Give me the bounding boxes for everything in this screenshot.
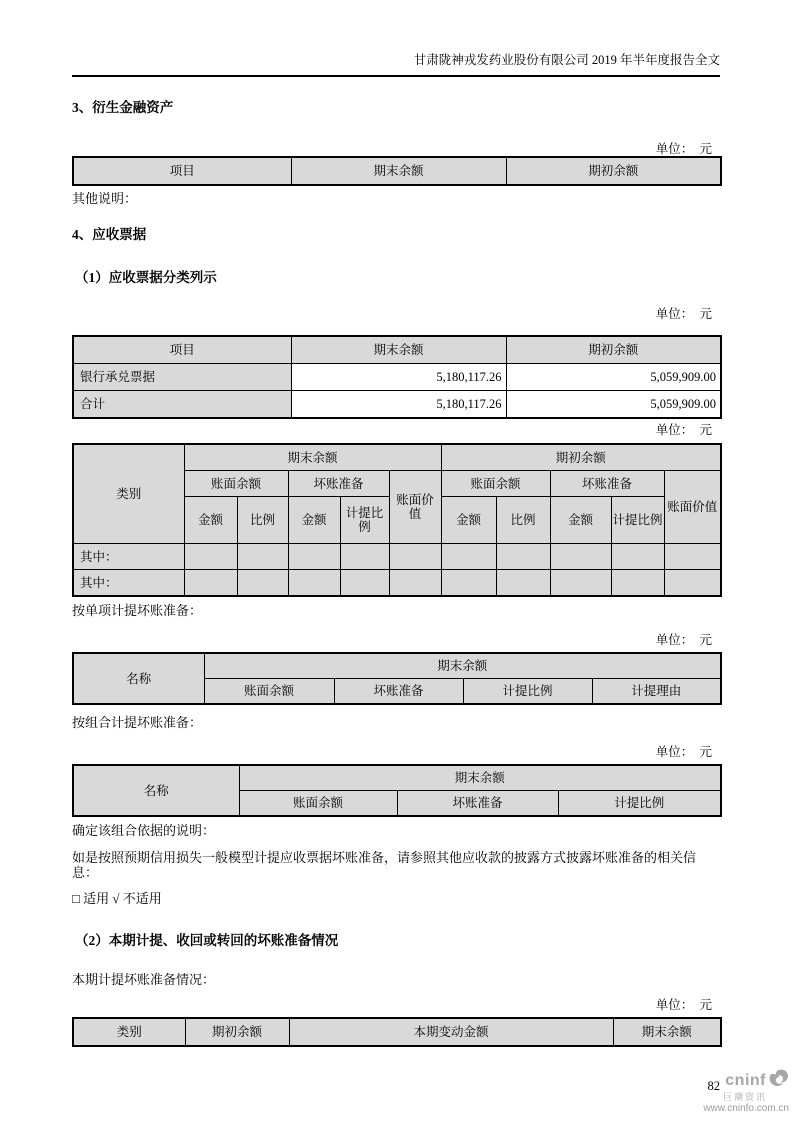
bad-debt-matrix-table [72,443,722,597]
header-cell-item: 项目 [73,336,291,364]
by-item-label: 按单项计提坏账准备： [72,603,203,618]
header-cell-end: 期末余额 [613,1018,721,1046]
table-header-row [73,336,721,364]
table-header-row [73,1018,721,1046]
header-cell-begin: 期初余额 [506,336,721,364]
cninfo-logo-cn-text: 巨潮资讯 [722,1092,767,1102]
by-group-label: 按组合计提坏账准备： [72,715,203,730]
empty-cell [664,570,721,597]
unit-label: 单位： 元 [655,998,712,1012]
empty-cell [237,570,288,597]
header-cell-name: 名称 [73,765,239,816]
header-cell-book-balance: 账面余额 [441,471,550,497]
value-cell: 5,059,909.00 [506,391,721,419]
section-3-title: 3、衍生金融资产 [72,100,174,115]
ecl-note-text: 如是按照预期信用损失一般模型计提应收票据坏账准备，请参照其他应收款的披露方式披露坏账准备的相关信息： [72,850,697,880]
table-header-row [73,157,721,185]
provision-label: 本期计提坏账准备情况： [72,972,216,987]
unit-label: 单位： 元 [655,745,712,759]
row-label-cell: 其中： [73,544,184,570]
value-cell: 5,180,117.26 [291,391,506,419]
empty-cell [340,570,389,597]
cninfo-swirl-icon [768,1069,789,1093]
header-cell-change: 本期变动金额 [289,1018,613,1046]
empty-cell [441,544,496,570]
header-cell-book-balance: 账面余额 [184,471,288,497]
matrix-data-row [73,570,721,597]
cninfo-logo-text: cninf [725,1072,766,1089]
table-header-row [73,653,721,679]
header-cell-amount: 金额 [550,497,611,544]
header-cell-book-balance: 账面余额 [239,791,397,817]
header-cell-bad-debt: 坏账准备 [334,679,463,705]
section-4-2-title: （2）本期计提、收回或转回的坏账准备情况 [75,933,339,948]
section-4-title: 4、应收票据 [72,227,147,242]
empty-cell [237,544,288,570]
header-cell-period-end: 期末余额 [204,653,721,679]
header-cell-provision-ratio: 计提比例 [611,497,664,544]
row-label-cell: 其中： [73,570,184,597]
empty-cell [550,570,611,597]
empty-cell [496,544,550,570]
derivative-assets-table [72,156,722,186]
empty-cell [611,544,664,570]
header-cell-ratio: 比例 [496,497,550,544]
empty-cell [288,544,340,570]
header-cell-ratio: 计提比例 [463,679,592,705]
header-cell-end: 期末余额 [291,157,506,185]
cninfo-logo-row [703,1069,789,1093]
header-cell-category: 类别 [73,1018,185,1046]
header-cell-amount: 金额 [441,497,496,544]
provision-change-table [72,1017,722,1047]
header-cell-ratio: 比例 [237,497,288,544]
unit-label: 单位： 元 [655,142,712,156]
empty-cell [389,544,441,570]
table-header-row [73,765,721,791]
by-group-provision-table [72,764,722,817]
unit-label: 单位： 元 [655,423,712,437]
header-cell-item: 项目 [73,157,291,185]
unit-label: 单位： 元 [655,633,712,647]
empty-cell [184,544,237,570]
header-cell-begin: 期初余额 [506,157,721,185]
group-basis-label: 确定该组合依据的说明： [72,823,216,838]
header-cell-amount: 金额 [184,497,237,544]
empty-cell [550,544,611,570]
notes-receivable-table [72,335,722,419]
report-header-title: 甘肃陇神戎发药业股份有限公司 2019 年半年度报告全文 [72,0,720,77]
header-cell-end: 期末余额 [291,336,506,364]
empty-cell [389,570,441,597]
header-cell-period-end: 期末余额 [184,444,441,471]
header-cell-book-value: 账面价值 [664,471,721,544]
unit-label: 单位： 元 [655,307,712,321]
header-cell-period-begin: 期初余额 [441,444,721,471]
by-item-provision-table [72,652,722,705]
empty-cell [288,570,340,597]
header-cell-book-balance: 账面余额 [204,679,334,705]
header-cell-provision-ratio: 计提比例 [340,497,389,544]
cninfo-logo-url-text: www.cninfo.com.cn [703,1103,789,1114]
header-cell-begin: 期初余额 [185,1018,289,1046]
header-cell-book-value: 账面价值 [389,471,441,544]
other-note-label: 其他说明： [72,191,138,206]
value-cell: 5,180,117.26 [291,364,506,391]
header-cell-name: 名称 [73,653,204,704]
value-cell: 5,059,909.00 [506,364,721,391]
applicable-checkbox-line: □ 适用 √ 不适用 [72,891,162,906]
matrix-data-row [73,544,721,570]
header-cell-bad-debt: 坏账准备 [550,471,664,497]
section-4-1-title: （1）应收票据分类列示 [75,270,217,285]
row-label-cell: 合计 [73,391,291,419]
matrix-header-row-1 [73,444,721,471]
header-cell-period-end: 期末余额 [239,765,721,791]
page-number: 82 [707,1079,720,1093]
empty-cell [441,570,496,597]
empty-cell [184,570,237,597]
header-cell-amount: 金额 [288,497,340,544]
empty-cell [664,544,721,570]
empty-cell [496,570,550,597]
header-cell-bad-debt: 坏账准备 [397,791,558,817]
table-row-total [73,391,721,419]
empty-cell [340,544,389,570]
header-cell-reason: 计提理由 [592,679,721,705]
row-label-cell: 银行承兑票据 [73,364,291,391]
empty-cell [611,570,664,597]
corner-cell: 类别 [73,444,184,544]
header-cell-bad-debt: 坏账准备 [288,471,389,497]
table-row [73,364,721,391]
cninfo-logo [703,1069,789,1114]
header-cell-ratio: 计提比例 [558,791,721,817]
